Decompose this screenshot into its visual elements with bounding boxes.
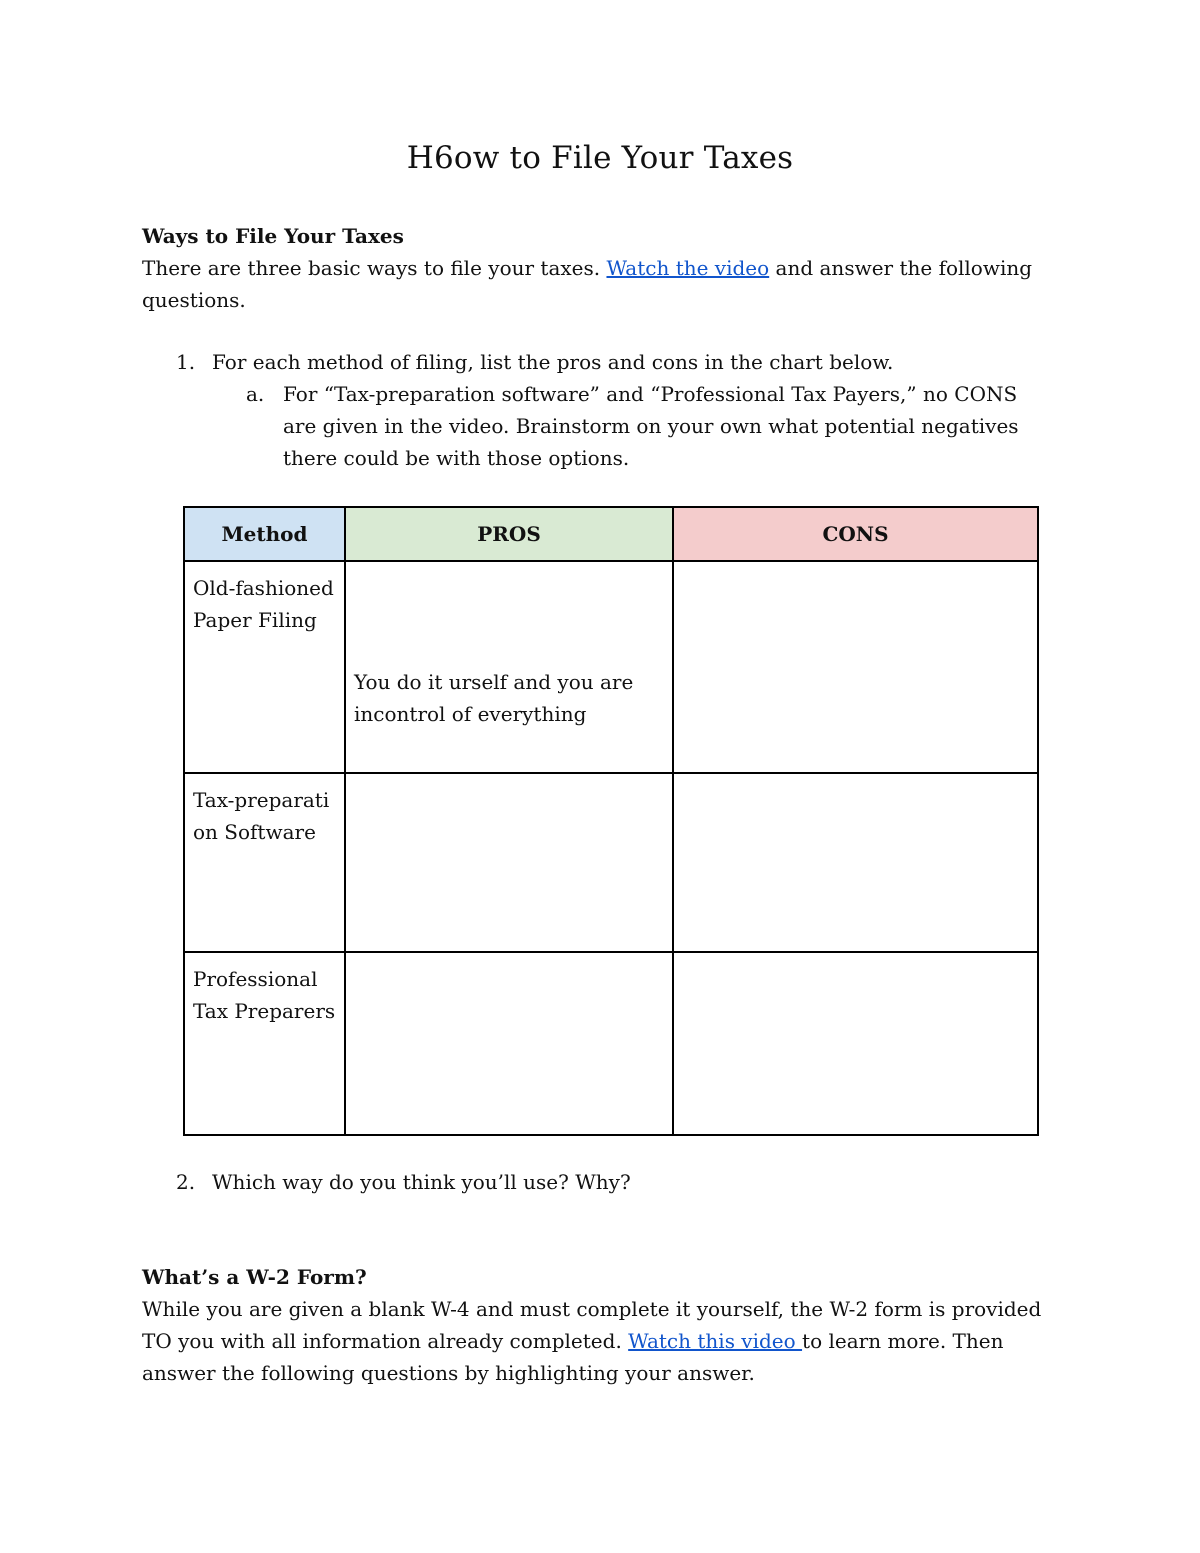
question-text: Which way do you think you’ll use? Why? bbox=[212, 1170, 631, 1194]
header-cons: CONS bbox=[673, 507, 1038, 561]
watch-this-video-link[interactable]: Watch this video bbox=[628, 1329, 803, 1353]
question-text: For each method of filing, list the pros and cons in the chart below. bbox=[212, 350, 894, 374]
table-row bbox=[184, 773, 1038, 952]
intro-text: There are three basic ways to file your taxes. bbox=[142, 256, 607, 280]
pros-cell[interactable] bbox=[345, 952, 673, 1135]
method-cell: Old-fashioned Paper Filing bbox=[184, 561, 345, 773]
cons-cell[interactable] bbox=[673, 773, 1038, 952]
question-number: 1. bbox=[176, 350, 196, 374]
table-header-row bbox=[184, 507, 1038, 561]
question-number: 2. bbox=[176, 1170, 196, 1194]
header-method: Method bbox=[184, 507, 345, 561]
cons-cell[interactable] bbox=[673, 561, 1038, 773]
section-w2-form bbox=[142, 1261, 1042, 1389]
section-heading: What’s a W-2 Form? bbox=[142, 1265, 367, 1289]
method-cell: Tax-preparati on Software bbox=[184, 773, 345, 952]
sub-question-text: For “Tax-preparation software” and “Professional Tax Payers,” no CONS are given in the video. Brainstorm on your own what potential negatives there could be with those options. bbox=[283, 382, 1019, 470]
header-pros: PROS bbox=[345, 507, 673, 561]
table-row bbox=[184, 561, 1038, 773]
section-ways-to-file bbox=[142, 220, 1042, 316]
sub-question-letter: a. bbox=[246, 382, 265, 406]
body-text: While you are given a blank W-4 and must complete it yourself, the W-2 form is provided TO you with all information already completed. bbox=[142, 1297, 1042, 1353]
body-text-after: to learn more. Then answer the following questions by highlighting your answer. bbox=[142, 1329, 1004, 1385]
cons-cell[interactable] bbox=[673, 952, 1038, 1135]
page-title: H6ow to File Your Taxes bbox=[406, 140, 794, 176]
table-row bbox=[184, 952, 1038, 1135]
pros-cons-table bbox=[183, 506, 1039, 1136]
section-body bbox=[142, 1293, 1042, 1389]
pros-cell[interactable] bbox=[345, 773, 673, 952]
pros-cell[interactable] bbox=[345, 561, 673, 773]
intro-text-after: and answer the following questions. bbox=[142, 256, 1033, 312]
method-cell: Professional Tax Preparers bbox=[184, 952, 345, 1135]
pros-answer: You do it urself and you are incontrol of everything bbox=[354, 670, 634, 726]
section-intro bbox=[142, 252, 1042, 316]
watch-video-link[interactable]: Watch the video bbox=[606, 256, 770, 280]
section-heading: Ways to File Your Taxes bbox=[142, 224, 404, 248]
